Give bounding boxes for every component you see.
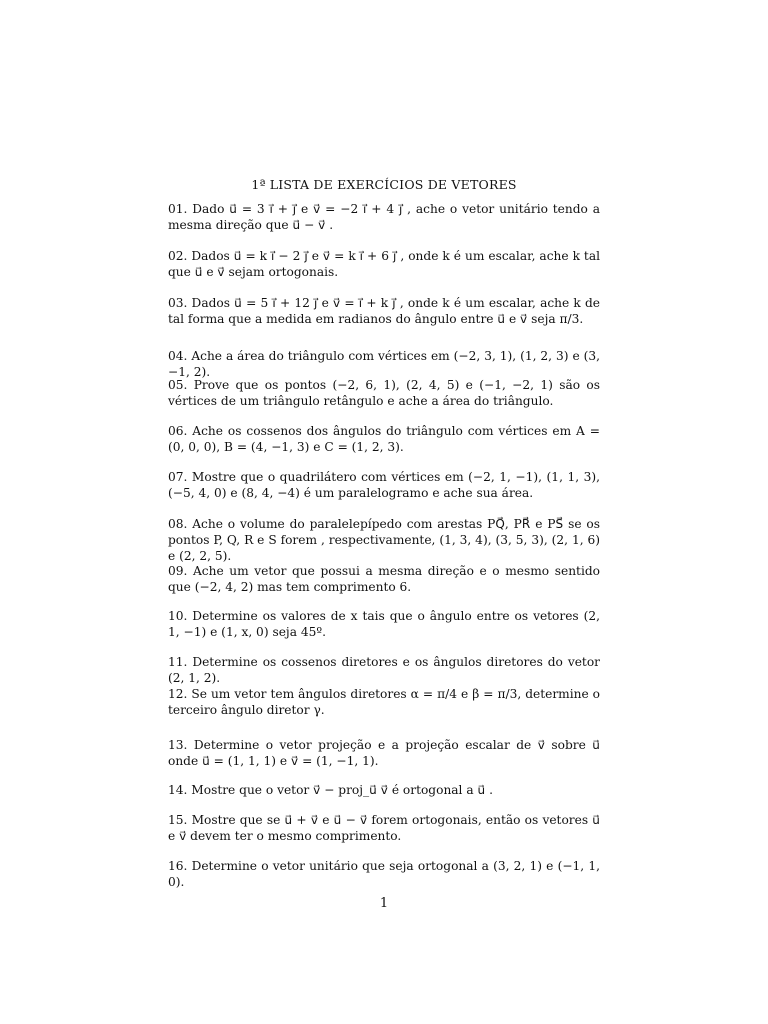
exercise-05: 05. Prove que os pontos (−2, 6, 1), (2, 4, 5) e (−1, −2, 1) são os vértices de um triângulo retângulo e ache a área do triângulo. [168, 378, 600, 408]
exercise-02: 02. Dados u⃗ = k i⃗ − 2 j⃗ e v⃗ = k i⃗ + 6 j⃗ , onde k é um escalar, ache k tal que u⃗ e v⃗ sejam ortogonais. [168, 249, 600, 279]
exercise-11: 11. Determine os cossenos diretores e os ângulos diretores do vetor (2, 1, 2). [168, 655, 600, 685]
exercise-16: 16. Determine o vetor unitário que seja ortogonal a (3, 2, 1) e (−1, 1, 0). [168, 859, 600, 889]
exercise-06: 06. Ache os cossenos dos ângulos do triângulo com vértices em A = (0, 0, 0), B = (4, −1, 3) e C = (1, 2, 3). [168, 424, 600, 454]
exercise-01: 01. Dado u⃗ = 3 i⃗ + j⃗ e v⃗ = −2 i⃗ + 4 j⃗ , ache o vetor unitário tendo a mesma direção que u⃗ − v⃗ . [168, 202, 600, 232]
exercise-15: 15. Mostre que se u⃗ + v⃗ e u⃗ − v⃗ forem ortogonais, então os vetores u⃗ e v⃗ devem ter o mesmo comprimento. [168, 813, 600, 843]
exercise-10: 10. Determine os valores de x tais que o ângulo entre os vetores (2, 1, −1) e (1, x, 0) seja 45º. [168, 609, 600, 639]
exercise-07: 07. Mostre que o quadrilátero com vértices em (−2, 1, −1), (1, 1, 3), (−5, 4, 0) e (8, 4, −4) é um paralelogramo e ache sua área. [168, 470, 600, 500]
exercise-12: 12. Se um vetor tem ângulos diretores α = π/4 e β = π/3, determine o terceiro ângulo diretor γ. [168, 687, 600, 717]
exercise-13: 13. Determine o vetor projeção e a projeção escalar de v⃗ sobre u⃗ onde u⃗ = (1, 1, 1) e v⃗ = (1, −1, 1). [168, 738, 600, 768]
exercise-04: 04. Ache a área do triângulo com vértices em (−2, 3, 1), (1, 2, 3) e (3, −1, 2). [168, 349, 600, 379]
exercise-09: 09. Ache um vetor que possui a mesma direção e o mesmo sentido que (−2, 4, 2) mas tem comprimento 6. [168, 564, 600, 594]
exercise-08: 08. Ache o volume do paralelepípedo com arestas PQ⃗, PR⃗ e PS⃗ se os pontos P, Q, R e S forem , respectivamente, (1, 3, 4), (3, 5, 3), (2, 1, 6) e (2, 2, 5). [168, 517, 600, 563]
page-title: 1ª LISTA DE EXERCÍCIOS DE VETORES [251, 177, 517, 192]
exercise-14: 14. Mostre que o vetor v⃗ − proj_u⃗ v⃗ é ortogonal a u⃗ . [168, 783, 493, 797]
page-number: 1 [379, 896, 389, 911]
exercise-03: 03. Dados u⃗ = 5 i⃗ + 12 j⃗ e v⃗ = i⃗ + k j⃗ , onde k é um escalar, ache k de tal forma que a medida em radianos do ângulo entre u⃗ e v⃗ seja π/3. [168, 296, 600, 326]
